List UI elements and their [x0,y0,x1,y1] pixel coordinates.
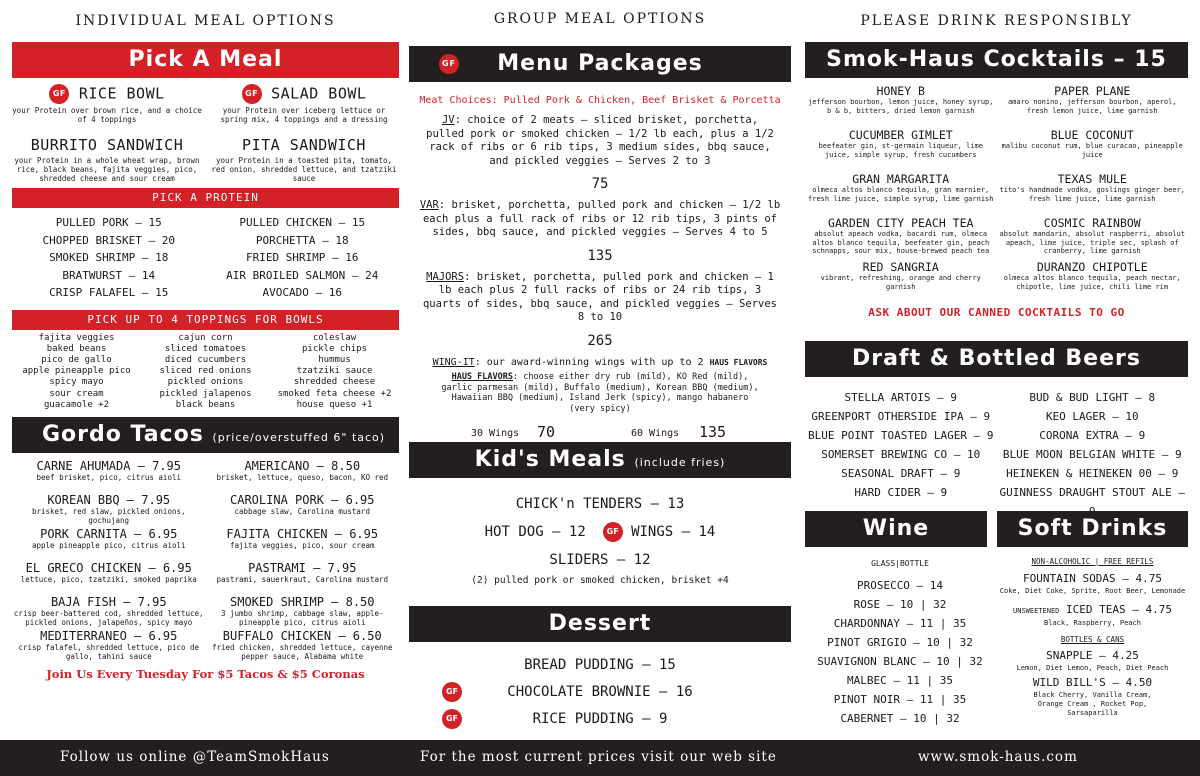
list-item: BUD & BUD LIGHT – 8 [1029,391,1156,404]
header-group: GROUP MEAL OPTIONS [493,11,707,27]
taco-item [206,459,400,493]
kids-meals-title-text: Kid's Meals [474,447,626,472]
soft-desc: Coke, Diet Coke, Sprite, Root Beer, Lemonade [999,587,1186,595]
cocktail-name: PAPER PLANE [1054,84,1131,98]
gluten-free-icon: GF [439,54,459,74]
soft-item: FOUNTAIN SODAS – 4.75 [1022,572,1163,585]
list-item: sour cream [49,388,104,399]
list-item: CABERNET – 10 | 32 [840,712,960,725]
kids-meals-title [409,442,791,478]
dessert-item: RICE PUDDING – 9 [532,711,668,727]
meal-name: PITA SANDWICH [242,136,366,154]
taco-item [12,561,206,595]
menu-packages-title [409,46,791,82]
cocktail-item [805,172,997,216]
wings-30-price: 70 [537,423,556,441]
cocktail-desc: vibrant, refreshing, orange and cherry garnish [820,274,981,291]
gluten-free-icon: GF [442,682,462,702]
taco-item [12,459,206,493]
list-item: tzatziki sauce [296,366,373,377]
list-item: pickled jalapenos [159,388,252,399]
list-item: BLUE POINT TOASTED LAGER – 9 [808,429,994,442]
package-label: JV [441,114,455,126]
taco-desc: brisket, lettuce, queso, bacon, KO red [216,472,389,482]
kids-menu [409,490,791,588]
cocktail-item [805,128,997,172]
list-item: SEASONAL DRAFT – 9 [841,467,961,480]
cocktail-desc: beefeater gin, st-germain liqueur, lime juice, simple syrup, fresh cucumbers [818,142,983,159]
cocktail-item [805,84,997,128]
dessert-menu [409,652,791,733]
cocktail-desc: jefferson bourbon, lemon juice, honey syrup, b & b, bitters, dried lemon garnish [808,98,994,115]
list-item: sliced tomatoes [164,343,247,354]
list-item: SMOKED SHRIMP – 18 [49,251,169,264]
cocktail-desc: amaro nonino, jefferson bourbon, aperol, fresh lemon juice, lime garnish [1007,98,1177,115]
kids-item: SLIDERS – 12 [549,552,651,568]
meal-desc: your Protein in a whole wheat wrap, brown rice, black beans, fajita veggies, pico, shredded cheese and sour cream [14,156,200,183]
taco-desc: apple pineapple pico, citrus aioli [31,540,186,550]
list-item: SUAVIGNON BLANC – 10 | 32 [817,655,983,668]
cocktail-item [997,216,1189,260]
list-item: shredded cheese [293,377,376,388]
package-jv [409,114,791,168]
meal-rice-bowl [12,84,202,124]
pick-protein-title: PICK A PROTEIN [12,188,399,208]
wing-it-label: WING-IT [432,356,475,368]
meal-name: RICE BOWL [78,84,165,103]
cocktail-desc: absolut apeach vodka, bacardi rum, olmeca altos blanco tequila, beefeater gin, peach schnapps, sour mix, house-brewed peach tea [812,230,990,255]
wine-title: Wine [805,511,987,547]
tacos-title-text: Gordo Tacos [42,421,204,447]
soft-item: ICED TEAS – 4.75 [1066,603,1172,616]
package-desc: : brisket, porchetta, pulled pork and chicken – 1/2 lb each plus a full rack of ribs or 12 rib tips, 3 pints of sides, bbq sauce, and pickled veggies – Serves 4 to 5 [422,199,781,238]
tacos-list [12,453,399,663]
bottles-subhead: BOTTLES & CANS [1060,635,1125,644]
package-label: VAR [419,199,439,211]
cocktail-desc: absolut mandarin, absolut raspberri, absolut apeach, lime juice, triple sec, splash of cranberry, lime garnish [999,230,1185,255]
wing-it [409,356,791,370]
list-item: smoked feta cheese +2 [277,388,392,399]
haus-flavors-tag: HAUS FLAVORS [709,357,768,367]
list-item: HARD CIDER – 9 [854,486,948,499]
list-item: cajun corn [178,332,233,343]
package-price: 75 [591,176,609,192]
taco-name: PASTRAMI – 7.95 [248,560,357,575]
column-drinks [805,0,1188,725]
kids-meals-subtitle: (include fries) [634,456,726,469]
footer-website-link[interactable]: www.smok-haus.com [918,749,1078,765]
taco-desc: 3 jumbo shrimp, cabbage slaw, apple-pineapple pico, citrus aioli [220,608,384,627]
cocktail-name: BLUE COCONUT [1050,128,1134,142]
list-item: PINOT NOIR – 11 | 35 [833,693,967,706]
cocktail-name: RED SANGRIA [862,260,939,274]
tacos-subtitle: (price/overstuffed 6" taco) [212,430,386,444]
meal-pita-sandwich [209,136,399,183]
soft-desc: Black, Raspberry, Peach [1044,619,1141,627]
gluten-free-icon: GF [442,709,462,729]
list-item: PULLED CHICKEN – 15 [239,216,366,229]
list-item: PROSECCO – 14 [856,579,944,592]
list-item: PULLED PORK – 15 [55,216,162,229]
list-item: coleslaw [312,332,357,343]
taco-name: MEDITERRANEO – 6.95 [40,628,178,643]
package-var [409,199,791,240]
list-item: CORONA EXTRA – 9 [1039,429,1146,442]
wings-60-label: 60 Wings [631,428,680,439]
meal-desc: your Protein in a toasted pita, tomato, red onion, shredded lettuce, and tzatziki sauce [211,156,397,183]
package-desc: : choice of 2 meats – sliced brisket, porchetta, pulled pork or smoked chicken – 1/2 lb each, plus a 1/2 rack of ribs or 6 rib tips, 3 medium sides, bbq sauce, and pickled veggies – Serves 2 to 3 [426,114,774,167]
gluten-free-icon: GF [603,522,623,542]
kids-note: (2) pulled pork or smoked chicken, brisket +4 [471,575,729,586]
list-item: ROSE – 10 | 32 [853,598,947,611]
list-item: BRATWURST – 14 [62,268,156,282]
taco-item [206,629,400,663]
cocktail-desc: olmeca altos blanco tequila, peach nectar, chipotle, lime juice, chili lime rim [1003,274,1181,291]
list-item: PINOT GRIGIO – 10 | 32 [827,636,973,649]
meal-name: BURRITO SANDWICH [30,136,184,154]
taco-desc: fried chicken, shredded lettuce, cayenne pepper sauce, Alabama white [211,642,393,661]
cocktail-name: COSMIC RAINBOW [1043,216,1141,230]
list-item: guacamole +2 [43,399,110,410]
list-item: black beans [175,399,236,410]
taco-desc: beef brisket, pico, citrus aioli [36,472,181,482]
taco-name: AMERICANO – 8.50 [244,458,361,473]
list-item: SOMERSET BREWING CO – 10 [821,448,981,461]
soft-item: WILD BILL'S – 4.50 [1032,676,1153,689]
list-item: diced cucumbers [164,354,247,365]
wings-60-price: 135 [699,423,727,441]
cocktail-name: GARDEN CITY PEACH TEA [828,216,974,230]
cocktail-item [997,84,1189,128]
list-item: CHOPPED BRISKET – 20 [42,233,175,247]
gluten-free-icon: GF [49,84,69,104]
cocktail-desc: tito's handmade vodka, goslings ginger beer, fresh lime juice, lime garnish [999,186,1185,203]
taco-desc: lettuce, pico, tzatziki, smoked paprika [20,574,197,584]
meal-options [12,78,399,188]
header-drinks: PLEASE DRINK RESPONSIBLY [860,13,1133,29]
package-price: 265 [587,332,613,349]
meal-name: SALAD BOWL [271,84,367,103]
list-item: hummus [318,354,351,365]
cocktail-name: GRAN MARGARITA [852,172,950,186]
cocktail-item [805,216,997,260]
dessert-row [409,679,791,706]
list-item: house queso +1 [296,399,373,410]
taco-name: EL GRECO CHICKEN – 6.95 [25,560,192,575]
meat-choices: Meat Choices: Pulled Pork & Chicken, Beef Brisket & Porcetta [419,95,781,106]
dessert-row [409,706,791,733]
cocktail-item [997,260,1189,304]
list-item: sliced red onions [159,366,252,377]
cocktail-desc: malibu coconut rum, blue curacao, pineapple juice [1001,142,1183,159]
taco-item [206,561,400,595]
column-individual [12,0,399,681]
list-item: BLUE MOON BELGIAN WHITE – 9 [1002,448,1182,461]
list-item: FRIED SHRIMP – 16 [245,251,359,264]
footer-prices-note: For the most current prices visit our web site [420,749,777,765]
wine-list [805,558,995,728]
package-majors [409,271,791,325]
footer-social[interactable]: Follow us online @TeamSmokHaus [60,749,330,765]
taco-name: FAJITA CHICKEN – 6.95 [226,526,379,541]
soft-drinks-title: Soft Drinks [997,511,1188,547]
column-group [409,0,791,727]
cocktail-name: CUCUMBER GIMLET [848,128,953,142]
kids-item: HOT DOG – 12 [484,524,586,540]
list-item: CHARDONNAY – 11 | 35 [833,617,967,630]
list-item: baked beans [46,343,107,354]
menu-packages-title-text: Menu Packages [497,51,703,76]
taco-desc: fajita veggies, pico, sour cream [230,540,375,550]
canned-cocktails-note: ASK ABOUT OUR CANNED COCKTAILS TO GO [868,306,1125,319]
list-item: CRISP FALAFEL – 15 [49,286,169,299]
taco-item [206,527,400,561]
taco-desc: crisp beer-battered cod, shredded lettuce, pickled onions, jalapeños, spicy mayo [13,608,204,627]
cocktail-item [997,172,1189,216]
taco-desc: cabbage slaw, Carolina mustard [234,506,370,516]
list-item: pickled onions [167,377,244,388]
taco-name: BUFFALO CHICKEN – 6.50 [222,628,382,643]
list-item: STELLA ARTOIS – 9 [844,391,958,404]
list-item: spicy mayo [49,377,104,388]
beers-title: Draft & Bottled Beers [805,341,1188,377]
kids-row [409,518,791,546]
haus-flavors [409,372,791,414]
taco-item [12,493,206,527]
soft-subhead: NON-ALCOHOLIC | FREE REFILS [1031,557,1154,566]
header-individual: INDIVIDUAL MEAL OPTIONS [75,13,336,29]
gluten-free-icon: GF [242,84,262,104]
toppings-title: PICK UP TO 4 TOPPINGS FOR BOWLS [12,310,399,330]
cocktail-name: TEXAS MULE [1057,172,1127,186]
soft-tea-prefix: UNSWEETENED [1013,607,1060,615]
haus-flavors-desc: : choose either dry rub (mild), KO Red (mild), garlic parmesan (mild), Buffalo (medium), Korean BBQ (medium), Hawaiian BBQ (medium), Island Jerk (spicy), mango habanero (very spicy) [441,372,759,414]
taco-name: KOREAN BBQ – 7.95 [47,492,171,507]
toppings-list [12,330,399,417]
protein-list [12,208,399,310]
wings-30-label: 30 Wings [471,428,520,439]
kids-item: CHICK'n TENDERS – 13 [515,496,685,512]
kids-item: WINGS – 14 [631,524,716,540]
cocktail-name: DURANZO CHIPOTLE [1036,260,1148,274]
soft-item: SNAPPLE – 4.25 [1046,649,1139,662]
taco-item [12,595,206,629]
list-item: MALBEC – 11 | 35 [847,674,953,687]
cocktail-name: HONEY B [876,84,925,98]
tacos-title [12,417,399,453]
taco-name: PORK CARNITA – 6.95 [40,526,178,541]
soft-desc: Black Cherry, Vanilla Cream, Orange Cream , Rocket Pop, Sarsaparilla [1033,691,1152,717]
list-item: HEINEKEN & HEINEKEN 00 – 9 [1006,467,1179,480]
taco-name: BAJA FISH – 7.95 [50,594,167,609]
taco-desc: brisket, red slaw, pickled onions, gochujang [31,506,186,525]
list-item: apple pineapple pico [22,366,131,377]
cocktails-title: Smok-Haus Cocktails – 15 [805,42,1188,78]
wing-it-desc: : our award-winning wings with up to 2 [474,356,704,368]
taco-name: CARNE AHUMADA – 7.95 [36,458,181,473]
pick-a-meal-title: Pick A Meal [12,42,399,78]
meal-desc: your Protein over brown rice, and a choice of 4 toppings [12,106,202,124]
taco-item [12,527,206,561]
meal-desc: your Protein over iceberg lettuce or spring mix, 4 toppings and a dressing [220,106,388,124]
list-item: pico de gallo [41,354,112,365]
package-price: 135 [587,247,613,264]
cocktail-item [805,260,997,304]
dessert-title: Dessert [409,606,791,642]
cocktails-list [805,78,1188,304]
list-item: GREENPORT OTHERSIDE IPA – 9 [811,410,991,423]
list-item: AVOCADO – 16 [262,286,342,299]
dessert-item: BREAD PUDDING – 15 [524,657,676,673]
list-item: fajita veggies [38,332,115,343]
list-item: pickle chips [301,343,368,354]
tuesday-promo: Join Us Every Tuesday For $5 Tacos & $5 Coronas [46,666,365,681]
haus-flavors-label: HAUS FLAVORS [451,372,513,382]
cocktail-desc: olmeca altos blanco tequila, gran marnier, fresh lime juice, simple syrup, lime garnish [808,186,994,203]
taco-item [206,493,400,527]
list-item: AIR BROILED SALMON – 24 [226,268,379,282]
list-item: GUINNESS DRAUGHT STOUT ALE – [999,486,1185,499]
meal-burrito-sandwich [12,136,202,183]
footer-bar [0,740,1200,776]
cocktail-item [997,128,1189,172]
taco-desc: crisp falafel, shredded lettuce, pico de gallo, tahini sauce [18,642,200,661]
taco-item [206,595,400,629]
soft-desc: Lemon, Diet Lemon, Peach, Diet Peach [1016,664,1169,672]
list-item: KEO LAGER – 10 [1045,410,1139,423]
beers-list [805,388,1188,521]
taco-desc: pastrami, sauerkraut, Carolina mustard [216,574,389,584]
meal-salad-bowl [209,84,399,124]
package-label: MAJORS [426,270,465,283]
taco-name: CAROLINA PORK – 6.95 [230,492,375,507]
dessert-item: CHOCOLATE BROWNIE – 16 [507,684,693,700]
taco-item [12,629,206,663]
list-item: PORCHETTA – 18 [255,233,349,247]
soft-drinks-list [997,556,1188,718]
taco-name: SMOKED SHRIMP – 8.50 [230,594,375,609]
wine-subhead: GLASS|BOTTLE [871,559,929,568]
package-desc: : brisket, porchetta, pulled pork and chicken – 1 lb each plus 2 full racks of ribs or 24 rib tips, 3 quarts of sides, bbq sauce, and pickled veggies – Serves 8 to 10 [422,270,777,323]
